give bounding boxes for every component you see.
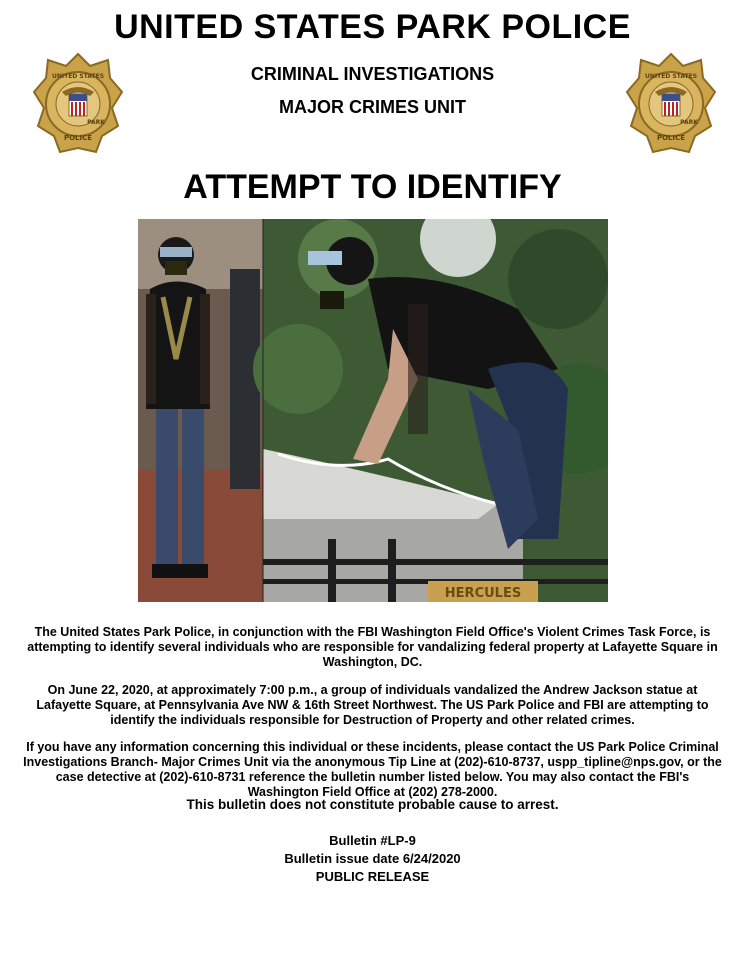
paragraph-task-force: The United States Park Police, in conjunction with the FBI Washington Field Office's Violent Crimes Task Force, is attempting to identify several individuals who are responsible for vandalizing federal property at Lafayette Square in Washington, DC. [27,625,718,669]
badge-mid-text: PARK [87,119,105,126]
park-police-badge-left [32,52,124,162]
bulletin-number: Bulletin #LP-9 [329,833,416,848]
unit-subtitle: MAJOR CRIMES UNIT [278,97,466,117]
attempt-to-identify-headline: ATTEMPT TO IDENTIFY [183,168,562,206]
badge-top-text: UNITED STATES [51,73,105,80]
badge-bottom-text: POLICE [656,134,686,142]
division-subtitle: CRIMINAL INVESTIGATIONS [250,64,495,84]
bulletin-issue-date: Bulletin issue date 6/24/2020 [284,851,461,866]
badge-top-text: UNITED STATES [644,73,698,80]
badge-bottom-text: POLICE [63,134,93,142]
agency-title: UNITED STATES PARK POLICE [114,8,631,46]
disclaimer: This bulletin does not constitute probable cause to arrest. [186,797,559,812]
badge-mid-text: PARK [680,119,698,126]
paragraph-incident-details: On June 22, 2020, at approximately 7:00 p.m., a group of individuals vandalized the Andrew Jackson statue at Lafayette Square, at Pennsylvania Ave NW & 16th Street Northwest. The US Park Police and FBI are attempting to identify the individuals responsible for Destruction of Property and other related crimes. [36,683,709,727]
park-police-badge-right [625,52,717,162]
paragraph-contact-info: If you have any information concerning this individual or these incidents, please contact the US Park Police Criminal Investigations Branch- Major Crimes Unit via the anonymous Tip Line at (202)-610-8737, uspp_tipline@nps.gov, or the case detective at (202)-610-8731 reference the bulletin number listed below. You may also contact the FBI's Washington Field Office at (202) 278-2000. [23,740,722,799]
suspect-photo [138,219,608,602]
release-status: PUBLIC RELEASE [315,869,430,884]
photo-sign-text: HERCULES [444,586,522,601]
